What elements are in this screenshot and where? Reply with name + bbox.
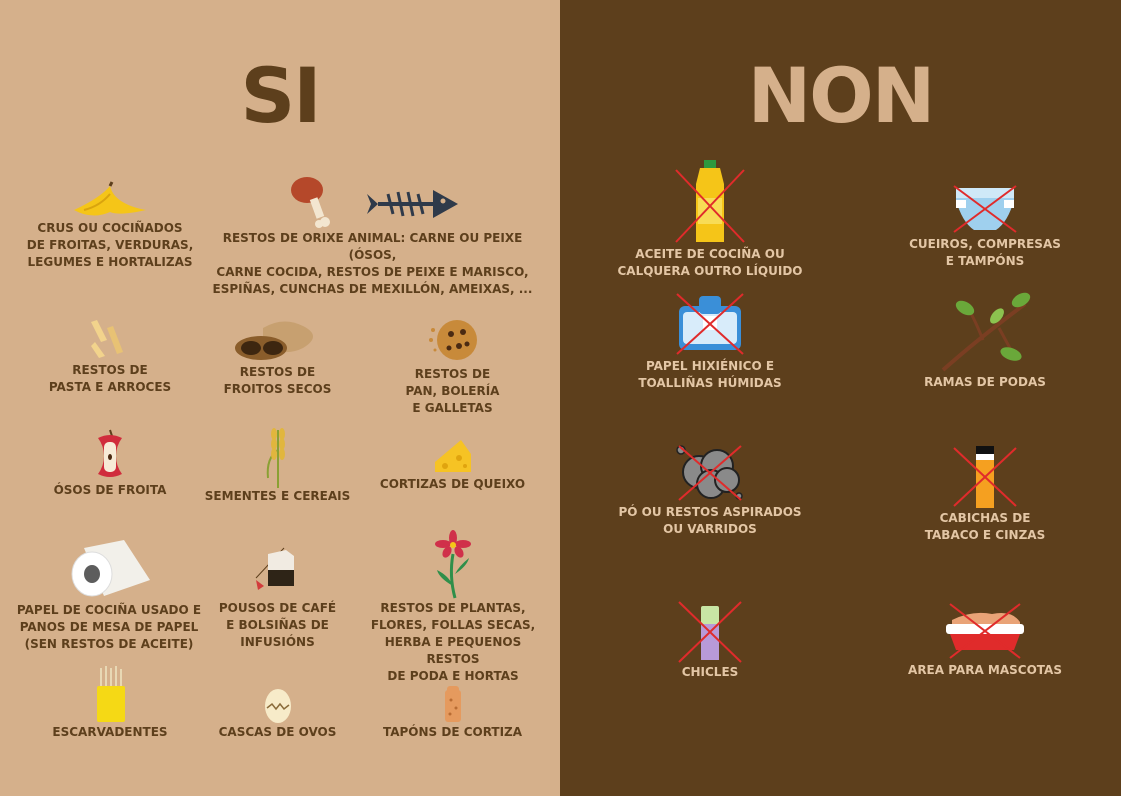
si-item-seeds-cereals bbox=[200, 422, 355, 505]
si-item-label: ESCARVADENTES bbox=[52, 725, 168, 739]
non-item-cigarettes bbox=[905, 444, 1065, 544]
flower-icon bbox=[358, 530, 548, 600]
si-item-fruit-core bbox=[40, 426, 180, 499]
si-item-label: RESTOS DE FROITOS SECOS bbox=[223, 365, 332, 396]
si-item-plants bbox=[358, 530, 548, 685]
non-item-cooking-oil bbox=[610, 158, 810, 280]
non-item-chewing-gum bbox=[640, 600, 780, 681]
si-item-label: POUSOS DE CAFÉ E BOLSIÑAS DE INFUSIÓNS bbox=[218, 601, 337, 649]
si-item-label: CORTIZAS DE QUEIXO bbox=[379, 477, 526, 491]
si-item-corks bbox=[375, 684, 530, 741]
si-item-cheese-rinds bbox=[370, 436, 535, 493]
si-item-label: PAPEL DE COCIÑA USADO E PANOS DE MESA DE PAPEL (SEN RESTOS DE ACEITE) bbox=[16, 603, 202, 651]
oil-bottle-icon bbox=[610, 158, 810, 246]
si-item-bread bbox=[380, 316, 525, 417]
wet-wipes-icon bbox=[610, 290, 810, 358]
peanut-icon bbox=[200, 318, 355, 364]
non-item-label: CUEIROS, COMPRESAS E TAMPÓNS bbox=[909, 237, 1061, 268]
cigarette-icon bbox=[905, 444, 1065, 510]
si-item-label: RESTOS DE PAN, BOLERÍA E GALLETAS bbox=[405, 367, 500, 415]
branch-icon bbox=[905, 290, 1065, 374]
diaper-icon bbox=[895, 182, 1075, 236]
non-item-dust bbox=[605, 438, 815, 538]
si-item-toothpicks bbox=[40, 666, 180, 741]
non-item-label: CHICLES bbox=[681, 665, 739, 679]
toothpicks-icon bbox=[40, 666, 180, 724]
wheat-icon bbox=[200, 422, 355, 488]
si-item-label: CASCAS DE OVOS bbox=[218, 725, 337, 739]
paper-roll-icon bbox=[14, 536, 204, 602]
si-item-label: ÓSOS DE FROITA bbox=[53, 483, 167, 497]
non-item-label: AREA PARA MASCOTAS bbox=[908, 663, 1062, 677]
si-item-coffee-tea bbox=[210, 546, 345, 651]
non-item-label: ACEITE DE COCIÑA OU CALQUERA OUTRO LÍQUIDO bbox=[617, 247, 803, 278]
si-item-label: SEMENTES E CEREAIS bbox=[204, 489, 351, 503]
apple-core-icon bbox=[40, 426, 180, 482]
dust-icon bbox=[605, 438, 815, 504]
non-item-label: PAPEL HIXIÉNICO E TOALLIÑAS HÚMIDAS bbox=[638, 359, 782, 390]
non-item-wet-wipes bbox=[610, 290, 810, 392]
yes-heading: SI bbox=[240, 51, 320, 140]
litter-tray-icon bbox=[895, 600, 1075, 662]
si-item-fruit-veg bbox=[20, 180, 200, 271]
si-item-label: RESTOS DE ORIXE ANIMAL: CARNE OU PEIXE (ÓSOS, CARNE COCIDA, RESTOS DE PEIXE E MARISCO, ESPIÑAS, CUNCHAS DE MEXILLÓN, AMEIXAS, ... bbox=[212, 231, 533, 296]
egg-icon bbox=[210, 686, 345, 724]
si-item-pasta-rice bbox=[30, 312, 190, 396]
chewing-gum-icon bbox=[640, 600, 780, 664]
non-item-label: RAMAS DE PODAS bbox=[924, 375, 1046, 389]
no-heading: NON bbox=[747, 51, 934, 140]
cheese-icon bbox=[370, 436, 535, 476]
tea-bag-icon bbox=[210, 546, 345, 600]
drumstick-fishbone-icon bbox=[200, 172, 545, 230]
non-item-label: CABICHAS DE TABACO E CINZAS bbox=[924, 511, 1046, 542]
non-item-label: PÓ OU RESTOS ASPIRADOS OU VARRIDOS bbox=[618, 505, 802, 536]
si-item-animal-remains bbox=[200, 172, 545, 298]
si-item-kitchen-paper bbox=[14, 536, 204, 653]
non-item-pruning-branches bbox=[905, 290, 1065, 391]
cork-icon bbox=[375, 684, 530, 724]
si-item-label: TAPÓNS DE CORTIZA bbox=[382, 725, 523, 739]
non-item-pet-litter bbox=[895, 600, 1075, 679]
non-item-diapers bbox=[895, 182, 1075, 270]
cookie-icon bbox=[380, 316, 525, 366]
pasta-icon bbox=[30, 312, 190, 362]
si-item-label: CRUS OU COCIÑADOS DE FROITAS, VERDURAS, LEGUMES E HORTALIZAS bbox=[26, 221, 194, 269]
si-item-eggshells bbox=[210, 686, 345, 741]
si-item-label: RESTOS DE PLANTAS, FLORES, FOLLAS SECAS, HERBA E PEQUENOS RESTOS DE PODA E HORTAS bbox=[370, 601, 536, 683]
si-item-nuts bbox=[200, 318, 355, 398]
si-item-label: RESTOS DE PASTA E ARROCES bbox=[48, 363, 172, 394]
banana-peel-icon bbox=[20, 180, 200, 220]
